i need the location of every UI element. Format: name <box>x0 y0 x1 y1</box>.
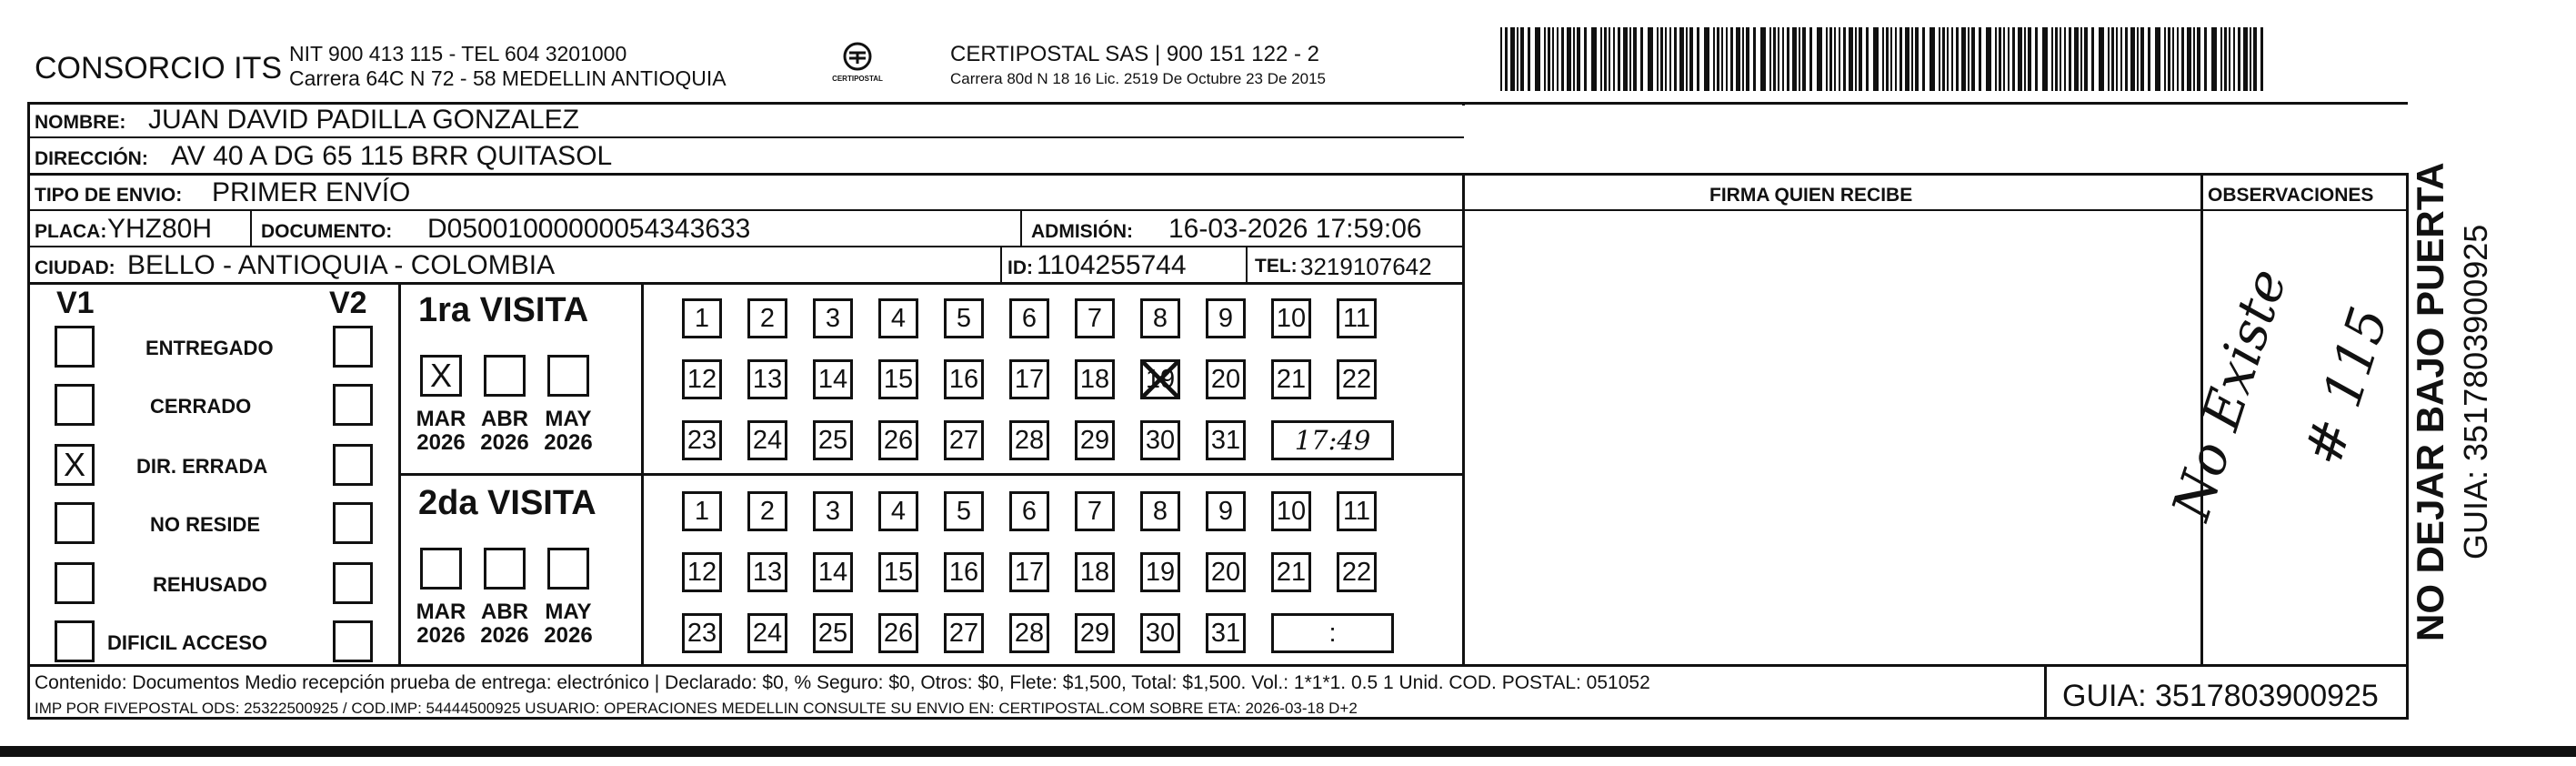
barcode-bar <box>2111 27 2114 91</box>
footer-guide: GUIA: 3517803900925 <box>2062 679 2379 713</box>
barcode-bar <box>1557 27 1559 91</box>
barcode-bar <box>2060 27 2061 91</box>
month-label <box>477 600 532 649</box>
barcode-bar <box>1826 27 1828 91</box>
status-v2-checkbox[interactable] <box>333 620 373 662</box>
status-label: DIFICIL ACCESO <box>107 631 268 654</box>
day-box[interactable]: 11 <box>1337 298 1377 338</box>
barcode-bar <box>1573 27 1575 91</box>
company-name: CONSORCIO ITS <box>35 51 283 86</box>
barcode-bar <box>1834 27 1836 91</box>
v1-header: V1 <box>56 286 95 320</box>
barcode-bar <box>1544 27 1546 91</box>
barcode-bar <box>1968 27 1970 91</box>
day-box[interactable]: 27 <box>944 613 984 653</box>
day-box[interactable]: 6 <box>1009 298 1049 338</box>
day-box[interactable]: 15 <box>878 359 918 399</box>
barcode-bar <box>1905 27 1909 91</box>
barcode-bar <box>1995 27 1997 91</box>
barcode-bar <box>2064 27 2066 91</box>
day-box[interactable]: 13 <box>747 552 787 592</box>
barcode-bar <box>2108 27 2110 91</box>
barcode-bar <box>1849 27 1853 91</box>
barcode-bar <box>2042 27 2048 91</box>
month-name: ABR <box>481 600 528 624</box>
day-box[interactable]: 3 <box>813 491 853 531</box>
barcode-bar <box>1689 27 1693 91</box>
barcode-bar <box>2243 27 2248 91</box>
status-label: NO RESIDE <box>150 513 261 536</box>
day-box[interactable]: 1 <box>682 491 722 531</box>
barcode-bar <box>1961 27 1966 91</box>
barcode-bar <box>1561 27 1564 91</box>
day-box[interactable]: 12 <box>682 359 722 399</box>
observations-header: OBSERVACIONES <box>2208 185 2374 206</box>
barcode-bar <box>2069 27 2071 91</box>
barcode-bar <box>2250 27 2251 91</box>
barcode-bar <box>2168 27 2170 91</box>
month-year: 2026 <box>480 430 529 456</box>
status-v1-checkbox[interactable] <box>55 562 95 604</box>
day-box[interactable]: 8 <box>1140 298 1180 338</box>
status-v1-checkbox[interactable] <box>55 384 95 426</box>
barcode-bar <box>1873 27 1879 91</box>
barcode-bar <box>1895 27 1897 91</box>
barcode-graphic <box>1500 27 2269 91</box>
status-label: DIR. ERRADA <box>136 455 268 478</box>
day-box[interactable]: 24 <box>747 420 787 460</box>
certipostal-logo-text: CERTIPOSTAL <box>832 75 883 83</box>
barcode-bar <box>2193 27 2195 91</box>
barcode-bar <box>1782 27 1784 91</box>
day-box[interactable]: 23 <box>682 613 722 653</box>
day-box[interactable]: 3 <box>813 298 853 338</box>
barcode-bar <box>2137 27 2139 91</box>
barcode-bar <box>1657 27 1659 91</box>
day-box[interactable]: 24 <box>747 613 787 653</box>
day-box[interactable]: 19 <box>1140 359 1180 399</box>
day-box[interactable]: 15 <box>878 552 918 592</box>
day-box[interactable]: 13 <box>747 359 787 399</box>
barcode-bar <box>1882 27 1884 91</box>
city-value: BELLO - ANTIOQUIA - COLOMBIA <box>127 250 556 280</box>
visit-title: 2da VISITA <box>418 484 596 522</box>
day-box[interactable]: 16 <box>944 359 984 399</box>
status-v1-checkbox[interactable]: X <box>55 444 95 486</box>
status-v2-checkbox[interactable] <box>333 562 373 604</box>
barcode-bar <box>2012 27 2015 91</box>
barcode-bar <box>1609 27 1610 91</box>
barcode-bar <box>2253 27 2257 91</box>
v2-header: V2 <box>329 286 367 320</box>
id-value: 1104255744 <box>1037 250 1187 280</box>
shipment-type-label: TIPO DE ENVIO: <box>35 185 183 206</box>
barcode-bar <box>1500 27 1502 91</box>
shipment-type: PRIMER ENVÍO <box>212 177 411 207</box>
status-v1-checkbox[interactable] <box>55 326 95 368</box>
month-label <box>541 408 596 456</box>
day-box[interactable]: 20 <box>1206 552 1246 592</box>
barcode-bar <box>2187 27 2191 91</box>
day-box[interactable]: 10 <box>1271 491 1311 531</box>
recipient-address: AV 40 A DG 65 115 BRR QUITASOL <box>171 141 613 171</box>
day-box[interactable]: 20 <box>1206 359 1246 399</box>
day-box[interactable]: 2 <box>747 491 787 531</box>
barcode-bar <box>1552 27 1554 91</box>
barcode-bar <box>1726 27 1728 91</box>
month-checkbox[interactable] <box>420 548 462 590</box>
month-checkbox[interactable] <box>547 355 589 397</box>
barcode-bar <box>1686 27 1688 91</box>
barcode-bar <box>1713 27 1715 91</box>
month-year: 2026 <box>544 430 593 456</box>
day-box[interactable]: 25 <box>813 613 853 653</box>
tel-value: 3219107642 <box>1300 253 1432 280</box>
status-label: REHUSADO <box>153 573 267 596</box>
month-name: MAR <box>416 600 466 624</box>
barcode-bar <box>1915 27 1919 91</box>
barcode-bar <box>2197 27 2200 91</box>
barcode-bar <box>2177 27 2179 91</box>
day-box[interactable]: 4 <box>878 298 918 338</box>
barcode-bar <box>1591 27 1597 91</box>
barcode-bar <box>2125 27 2128 91</box>
footer-print-info: IMP POR FIVEPOSTAL ODS: 25322500925 / COD.IMP: 54444500925 USUARIO: OPERACIONES MEDELLIN CONSULTE SU ENVIO EN: CERTIPOSTAL.COM SOBRE ETA: 2026-03-18 D+2 <box>35 700 1358 717</box>
status-v2-checkbox[interactable] <box>333 444 373 486</box>
signature-header: FIRMA QUIEN RECIBE <box>1709 185 1913 206</box>
barcode-bar <box>1753 27 1756 91</box>
day-box[interactable]: 29 <box>1075 420 1115 460</box>
barcode-bar <box>1742 27 1744 91</box>
month-checkbox[interactable] <box>484 355 526 397</box>
barcode-bar <box>1674 27 1677 91</box>
day-box[interactable]: 1 <box>682 298 722 338</box>
barcode-bar <box>1517 27 1519 91</box>
barcode-bar <box>2238 27 2240 91</box>
city-label: CIUDAD: <box>35 257 115 278</box>
barcode-bar <box>2084 27 2088 91</box>
month-label <box>414 408 468 456</box>
barcode-bar <box>2091 27 2094 91</box>
barcode-bar <box>1736 27 1740 91</box>
barcode-bar <box>1999 27 2001 91</box>
barcode-bar <box>2211 27 2217 91</box>
day-box[interactable]: 5 <box>944 491 984 531</box>
document-label: DOCUMENTO: <box>261 221 393 242</box>
admission-value: 16-03-2026 17:59:06 <box>1168 214 1422 244</box>
day-box[interactable]: 31 <box>1206 420 1246 460</box>
month-year: 2026 <box>480 623 529 649</box>
day-box[interactable]: 23 <box>682 420 722 460</box>
month-label <box>477 408 532 456</box>
barcode-bar <box>1859 27 1862 91</box>
day-box[interactable]: 18 <box>1075 359 1115 399</box>
barcode-bar <box>1679 27 1684 91</box>
company-nit: NIT 900 413 115 - TEL 604 3201000 <box>289 42 627 66</box>
day-box[interactable]: 14 <box>813 552 853 592</box>
barcode-bar <box>1799 27 1800 91</box>
day-box[interactable]: 2 <box>747 298 787 338</box>
barcode-bar <box>1665 27 1667 91</box>
month-checkbox[interactable] <box>484 548 526 590</box>
barcode-bar <box>2148 27 2150 91</box>
day-box[interactable]: 26 <box>878 420 918 460</box>
barcode-bar <box>1548 27 1550 91</box>
day-box[interactable]: 27 <box>944 420 984 460</box>
barcode-bar <box>2080 27 2082 91</box>
month-name: ABR <box>481 407 528 431</box>
barcode-bar <box>1769 27 1771 91</box>
document-value: D05001000000054343633 <box>427 214 751 244</box>
status-v2-checkbox[interactable] <box>333 502 373 544</box>
plate-label: PLACA: <box>35 221 107 242</box>
barcode-bar <box>2035 27 2038 91</box>
barcode-bar <box>1567 27 1571 91</box>
barcode-bar <box>2051 27 2053 91</box>
barcode-bar <box>1600 27 1602 91</box>
day-box[interactable]: 31 <box>1206 613 1246 653</box>
barcode-bar <box>2224 27 2227 91</box>
month-label <box>414 600 468 649</box>
barcode-bar <box>2220 27 2222 91</box>
day-box[interactable]: 18 <box>1075 552 1115 592</box>
visit-time-box[interactable]: : <box>1271 613 1394 653</box>
barcode-bar <box>1773 27 1776 91</box>
barcode-bar <box>1629 27 1631 91</box>
barcode-bar <box>2130 27 2135 91</box>
day-box[interactable]: 19 <box>1140 552 1180 592</box>
barcode-bar <box>1613 27 1615 91</box>
barcode-bar <box>2260 27 2263 91</box>
day-box[interactable]: 16 <box>944 552 984 592</box>
observation-handwritten-2: # 115 <box>2291 299 2401 473</box>
day-box[interactable]: 22 <box>1337 552 1377 592</box>
barcode-bar <box>1760 27 1766 91</box>
month-year: 2026 <box>416 623 466 649</box>
barcode-bar <box>1633 27 1637 91</box>
side-warning: NO DEJAR BAJO PUERTA <box>2409 162 2451 641</box>
barcode-bar <box>2120 27 2122 91</box>
barcode-bar <box>1697 27 1699 91</box>
side-guide: GUIA: 3517803900925 <box>2457 224 2494 559</box>
barcode-bar <box>1911 27 1913 91</box>
day-box[interactable]: 28 <box>1009 420 1049 460</box>
barcode-bar <box>2233 27 2235 91</box>
barcode-bar <box>1717 27 1719 91</box>
footer-content: Contenido: Documentos Medio recepción prueba de entrega: electrónico | Declarado: $0, % Seguro: $0, Otros: $0, Flete: $1,500, Total: $1,500. Vol.: 1*1*1. 0.5 1 Unid. COD. POSTAL: 051052 <box>35 672 1650 693</box>
barcode-bar <box>1510 27 1515 91</box>
month-name: MAY <box>545 600 592 624</box>
day-box[interactable]: 29 <box>1075 613 1115 653</box>
barcode-bar <box>2204 27 2207 91</box>
observation-handwritten-1: No Existe <box>2160 261 2300 528</box>
barcode-bar <box>1505 27 1508 91</box>
barcode-bar <box>2028 27 2031 91</box>
status-label: ENTREGADO <box>145 337 274 359</box>
day-box[interactable]: 7 <box>1075 298 1115 338</box>
day-box[interactable]: 25 <box>813 420 853 460</box>
day-box[interactable]: 17 <box>1009 359 1049 399</box>
barcode-bar <box>2003 27 2005 91</box>
id-label: ID: <box>1007 257 1033 278</box>
status-v1-checkbox[interactable] <box>55 620 95 662</box>
day-box[interactable]: 17 <box>1009 552 1049 592</box>
barcode-bar <box>1929 27 1935 91</box>
status-v1-checkbox[interactable] <box>55 502 95 544</box>
barcode-bar <box>1648 27 1653 91</box>
barcode-bar <box>1577 27 1580 91</box>
barcode-bar <box>1528 27 1530 91</box>
month-label <box>541 600 596 649</box>
day-box[interactable]: 10 <box>1271 298 1311 338</box>
status-label: CERRADO <box>150 395 252 418</box>
day-box[interactable]: 21 <box>1271 552 1311 592</box>
day-box[interactable]: 4 <box>878 491 918 531</box>
day-box[interactable]: 7 <box>1075 491 1115 531</box>
day-box[interactable]: 30 <box>1140 613 1180 653</box>
barcode-bar <box>1951 27 1953 91</box>
company-address: Carrera 64C N 72 - 58 MEDELLIN ANTIOQUIA <box>289 66 727 90</box>
barcode-bar <box>1939 27 1940 91</box>
day-box[interactable]: 22 <box>1337 359 1377 399</box>
barcode-bar <box>1623 27 1628 91</box>
barcode-bar <box>1618 27 1620 91</box>
barcode-bar <box>1660 27 1663 91</box>
name-label: NOMBRE: <box>35 112 126 133</box>
day-box[interactable]: 6 <box>1009 491 1049 531</box>
month-checkbox[interactable] <box>547 548 589 590</box>
barcode-bar <box>2055 27 2058 91</box>
day-box[interactable]: 5 <box>944 298 984 338</box>
barcode-bar <box>1839 27 1840 91</box>
barcode-bar <box>1721 27 1723 91</box>
barcode-bar <box>2172 27 2174 91</box>
month-checkbox[interactable]: X <box>420 355 462 397</box>
barcode-bar <box>1899 27 1902 91</box>
barcode-bar <box>1792 27 1797 91</box>
day-box[interactable]: 28 <box>1009 613 1049 653</box>
barcode-bar <box>1890 27 1892 91</box>
barcode-bar <box>1866 27 1869 91</box>
barcode-bar <box>1520 27 1524 91</box>
barcode-bar <box>1843 27 1846 91</box>
barcode-bar <box>2229 27 2230 91</box>
barcode-bar <box>1787 27 1789 91</box>
barcode-bar <box>2099 27 2104 91</box>
tel-label: TEL: <box>1255 256 1298 277</box>
barcode-bar <box>1922 27 1925 91</box>
day-box[interactable]: 9 <box>1206 298 1246 338</box>
barcode-bar <box>1886 27 1889 91</box>
day-box[interactable]: 21 <box>1271 359 1311 399</box>
barcode-bar <box>2116 27 2118 91</box>
barcode-bar <box>1778 27 1779 91</box>
certipostal-nit: CERTIPOSTAL SAS | 900 151 122 - 2 <box>950 42 1319 66</box>
barcode-bar <box>2155 27 2160 91</box>
day-box[interactable]: 9 <box>1206 491 1246 531</box>
barcode-bar <box>1802 27 1806 91</box>
month-year: 2026 <box>416 430 466 456</box>
status-v2-checkbox[interactable] <box>333 326 373 368</box>
barcode-bar <box>2181 27 2184 91</box>
certipostal-logo <box>832 40 883 86</box>
barcode-bar <box>1640 27 1643 91</box>
barcode-bar <box>2024 27 2026 91</box>
recipient-name: JUAN DAVID PADILLA GONZALEZ <box>148 105 580 135</box>
barcode-bar <box>1986 27 1991 91</box>
day-box[interactable]: 14 <box>813 359 853 399</box>
month-name: MAY <box>545 407 592 431</box>
barcode-bar <box>1829 27 1832 91</box>
barcode-bar <box>1855 27 1857 91</box>
barcode-bar <box>1809 27 1812 91</box>
status-v2-checkbox[interactable] <box>333 384 373 426</box>
barcode-bar <box>1535 27 1540 91</box>
barcode-bar <box>1669 27 1671 91</box>
barcode <box>1500 27 2269 91</box>
barcode-bar <box>2140 27 2144 91</box>
certipostal-address: Carrera 80d N 18 16 Lic. 2519 De Octubre 23 De 2015 <box>950 70 1326 87</box>
day-box[interactable]: 26 <box>878 613 918 653</box>
barcode-bar <box>1604 27 1607 91</box>
day-box[interactable]: 11 <box>1337 491 1377 531</box>
barcode-bar <box>1979 27 1981 91</box>
barcode-bar <box>1971 27 1975 91</box>
address-label: DIRECCIÓN: <box>35 148 148 169</box>
barcode-bar <box>2074 27 2079 91</box>
barcode-bar <box>2018 27 2022 91</box>
day-box[interactable]: 30 <box>1140 420 1180 460</box>
admission-label: ADMISIÓN: <box>1031 221 1133 242</box>
month-year: 2026 <box>544 623 593 649</box>
month-name: MAR <box>416 407 466 431</box>
visit-title: 1ra VISITA <box>418 291 589 329</box>
barcode-bar <box>1956 27 1959 91</box>
barcode-bar <box>1947 27 1949 91</box>
plate-value: YHZ80H <box>107 214 213 244</box>
barcode-bar <box>2008 27 2010 91</box>
barcode-bar <box>1746 27 1749 91</box>
barcode-bar <box>1704 27 1709 91</box>
barcode-bar <box>1584 27 1587 91</box>
barcode-bar <box>1730 27 1733 91</box>
visit-time-box[interactable]: 17:49 <box>1271 420 1394 460</box>
barcode-bar <box>1942 27 1945 91</box>
day-box[interactable]: 12 <box>682 552 722 592</box>
barcode-bar <box>1817 27 1822 91</box>
day-box[interactable]: 8 <box>1140 491 1180 531</box>
barcode-bar <box>2164 27 2166 91</box>
